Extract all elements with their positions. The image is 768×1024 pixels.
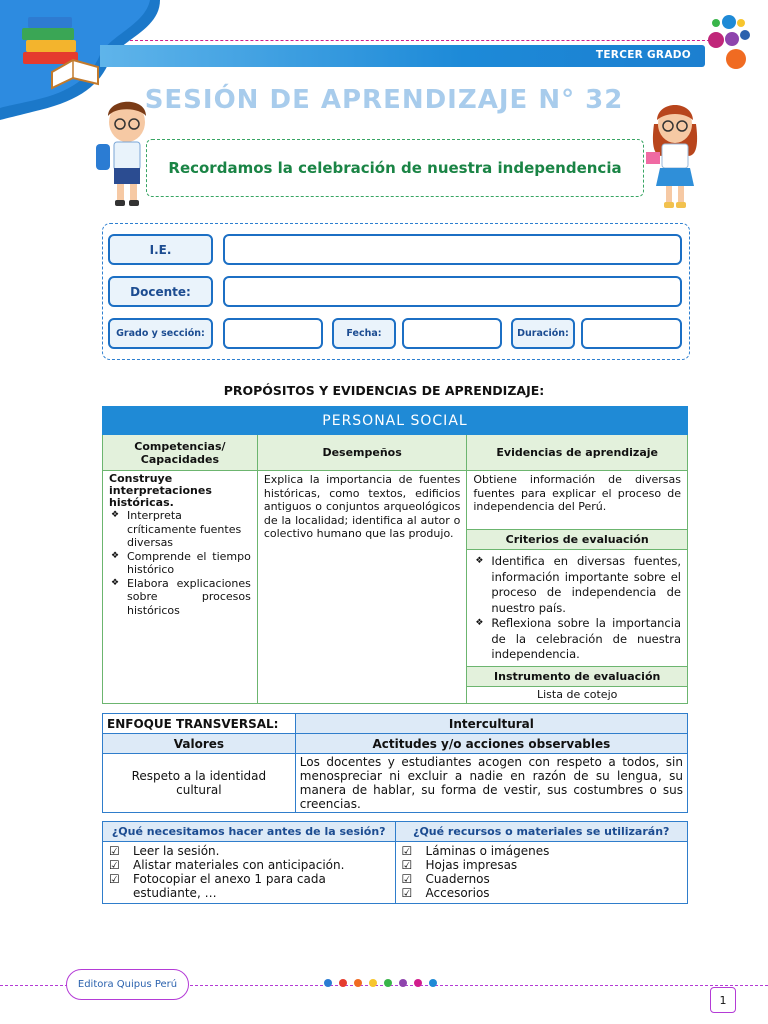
col-competencias: Competencias/ Capacidades bbox=[103, 435, 258, 471]
actitudes-header: Actitudes y/o acciones observables bbox=[295, 734, 687, 754]
fecha-label: Fecha: bbox=[332, 318, 396, 349]
criterio-item: ❖ Identifica en diversas fuentes, información importante sobre el proceso de independencia de nuestro país. bbox=[473, 554, 681, 616]
grado-seccion-label: Grado y sección: bbox=[108, 318, 213, 349]
col-evidencias: Evidencias de aprendizaje bbox=[467, 435, 688, 471]
recursos-header: ¿Qué recursos o materiales se utilizarán? bbox=[395, 822, 687, 842]
ie-field[interactable] bbox=[223, 234, 682, 265]
docente-field[interactable] bbox=[223, 276, 682, 307]
recursos-cell bbox=[395, 842, 687, 904]
criterios-cell bbox=[467, 550, 688, 667]
pushpins-decoration bbox=[322, 975, 442, 995]
publisher-badge: Editora Quipus Perú bbox=[66, 969, 189, 1000]
preparation-table bbox=[102, 821, 688, 904]
criterios-header: Criterios de evaluación bbox=[467, 529, 688, 549]
capacidad-item: ❖ Comprende el tiempo histórico bbox=[109, 550, 251, 577]
antes-item: ☑ Alistar materiales con anticipación. bbox=[109, 858, 389, 872]
antes-cell bbox=[103, 842, 396, 904]
duracion-field[interactable] bbox=[581, 318, 682, 349]
antes-item: ☑ Fotocopiar el anexo 1 para cada estudiante, … bbox=[109, 872, 389, 900]
recurso-item: ☑ Accesorios bbox=[402, 886, 681, 900]
enfoque-label: ENFOQUE TRANSVERSAL: bbox=[103, 714, 296, 734]
instrumento-header: Instrumento de evaluación bbox=[467, 667, 688, 687]
header-dashed-line bbox=[130, 40, 720, 41]
capacidad-item: ❖ Elabora explicaciones sobre procesos históricos bbox=[109, 577, 251, 618]
purposes-table bbox=[102, 406, 688, 704]
session-subtitle: Recordamos la celebración de nuestra independencia bbox=[168, 159, 622, 177]
books-icon bbox=[18, 12, 108, 92]
fecha-field[interactable] bbox=[402, 318, 502, 349]
valor-cell: Respeto a la identidad cultural bbox=[103, 754, 296, 813]
competencia-title: Construye interpretaciones históricas. bbox=[109, 472, 212, 509]
recurso-item: ☑ Hojas impresas bbox=[402, 858, 681, 872]
col-desempenos: Desempeños bbox=[257, 435, 467, 471]
section-title: PROPÓSITOS Y EVIDENCIAS DE APRENDIZAJE: bbox=[223, 383, 545, 398]
recurso-item: ☑ Láminas o imágenes bbox=[402, 844, 681, 858]
grade-label: TERCER GRADO bbox=[595, 49, 691, 61]
docente-label: Docente: bbox=[108, 276, 213, 307]
actitud-cell: Los docentes y estudiantes acogen con respeto a todos, sin menospreciar ni excluir a nadie en razón de su lengua, su manera de hablar, su forma de vestir, sus costumbres o sus creencias. bbox=[295, 754, 687, 813]
info-box bbox=[102, 223, 690, 360]
ie-label: I.E. bbox=[108, 234, 213, 265]
evidencia-cell: Obtiene información de diversas fuentes para explicar el proceso de independencia del Perú. bbox=[467, 471, 688, 530]
girl-student-illustration bbox=[640, 94, 710, 214]
session-subtitle-box bbox=[146, 139, 644, 197]
instrumento-value: Lista de cotejo bbox=[467, 687, 688, 704]
grade-bar bbox=[100, 45, 705, 67]
desempeno-cell: Explica la importancia de fuentes históricas, como textos, edificios antiguos o conjuntos arqueológicos de la localidad; identifica al autor o colectivo humano que las produjo. bbox=[257, 471, 467, 704]
page-number: 1 bbox=[710, 987, 736, 1013]
area-header: PERSONAL SOCIAL bbox=[103, 407, 688, 435]
duracion-label: Duración: bbox=[511, 318, 575, 349]
criterio-item: ❖ Reflexiona sobre la importancia de la celebración de nuestra independencia. bbox=[473, 616, 681, 663]
enfoque-table bbox=[102, 713, 688, 813]
grado-seccion-field[interactable] bbox=[223, 318, 323, 349]
enfoque-value: Intercultural bbox=[295, 714, 687, 734]
competencias-cell bbox=[103, 471, 258, 704]
antes-item: ☑ Leer la sesión. bbox=[109, 844, 389, 858]
recurso-item: ☑ Cuadernos bbox=[402, 872, 681, 886]
page-title: SESIÓN DE APRENDIZAJE N° 32 bbox=[144, 85, 624, 115]
capacidad-item: ❖ Interpreta críticamente fuentes diversas bbox=[109, 509, 251, 550]
antes-header: ¿Qué necesitamos hacer antes de la sesión? bbox=[103, 822, 396, 842]
valores-header: Valores bbox=[103, 734, 296, 754]
decorative-dots bbox=[710, 12, 760, 72]
